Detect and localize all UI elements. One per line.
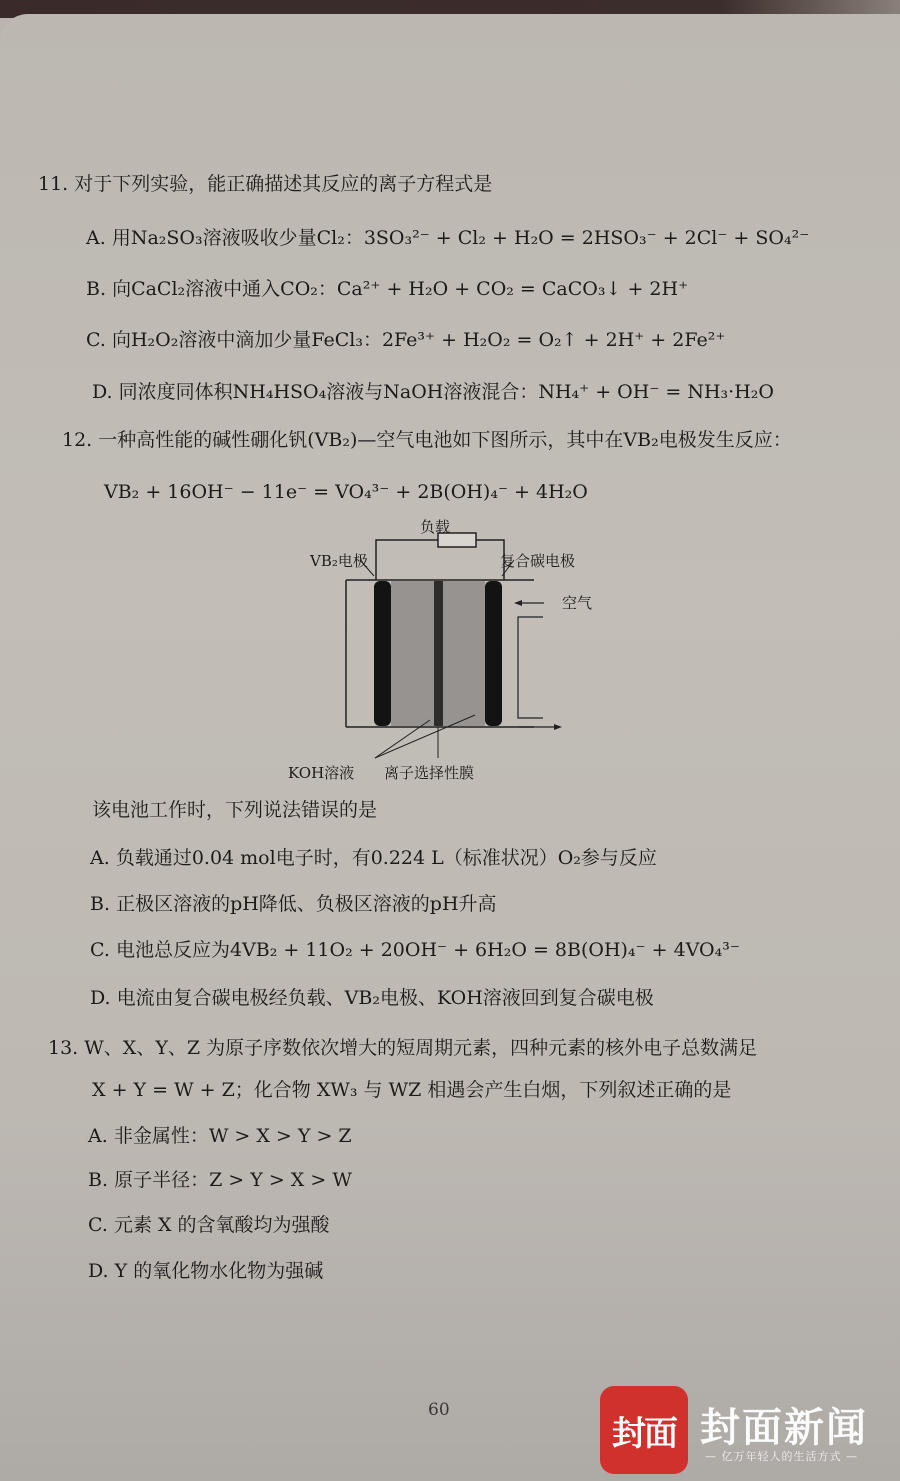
option-text: 原子半径：Z > Y > X > W bbox=[114, 1169, 352, 1191]
option-letter: C. bbox=[90, 939, 110, 961]
option-letter: D. bbox=[90, 987, 111, 1009]
option-text: 同浓度同体积NH₄HSO₄溶液与NaOH溶液混合：NH₄⁺ + OH⁻ = NH₃·H₂O bbox=[118, 381, 774, 403]
question-12-stem bbox=[62, 428, 792, 452]
option-letter: B. bbox=[86, 278, 107, 300]
battery-diagram bbox=[288, 518, 620, 785]
q12-option-c bbox=[90, 938, 740, 962]
q11-option-d bbox=[92, 380, 774, 404]
question-13-stem-line2: X + Y = W + Z；化合物 XW₃ 与 WZ 相遇会产生白烟，下列叙述正确的是 bbox=[92, 1079, 732, 1101]
load-label: 负载 bbox=[420, 518, 451, 536]
option-text: 用Na₂SO₃溶液吸收少量Cl₂：3SO₃²⁻ + Cl₂ + H₂O = 2HSO₃⁻ + 2Cl⁻ + SO₄²⁻ bbox=[111, 227, 810, 249]
option-text: Y 的氧化物水化物为强碱 bbox=[114, 1260, 324, 1282]
q12-prompt: 该电池工作时，下列说法错误的是 bbox=[92, 799, 378, 821]
q11-option-b bbox=[86, 277, 688, 301]
watermark-slogan: — 亿万年轻人的生活方式 — bbox=[705, 1450, 858, 1463]
option-letter: C. bbox=[86, 329, 106, 351]
q12-electrode-equation: VB₂ + 16OH⁻ − 11e⁻ = VO₄³⁻ + 2B(OH)₄⁻ + 4H₂O bbox=[104, 481, 588, 503]
option-letter: A. bbox=[88, 1125, 108, 1147]
option-text: 电流由复合碳电极经负载、VB₂电极、KOH溶液回到复合碳电极 bbox=[116, 987, 654, 1009]
koh-solution-label: KOH溶液 bbox=[288, 764, 355, 782]
option-text: 负载通过0.04 mol电子时，有0.224 L（标准状况）O₂参与反应 bbox=[115, 847, 657, 869]
q11-option-a bbox=[86, 226, 809, 250]
option-text: 电池总反应为4VB₂ + 11O₂ + 20OH⁻ + 6H₂O = 8B(OH)₄⁻ + 4VO₄³⁻ bbox=[115, 939, 740, 961]
logo-icon-text: 封面 bbox=[612, 1413, 676, 1454]
option-letter: D. bbox=[92, 381, 113, 403]
q13-option-c bbox=[88, 1213, 330, 1237]
question-number: 13. bbox=[48, 1037, 79, 1059]
q12-option-b bbox=[90, 892, 497, 916]
cover-news-logo-icon bbox=[600, 1386, 688, 1474]
vb2-electrode-label: VB₂电极 bbox=[310, 552, 368, 570]
option-text: 元素 X 的含氧酸均为强酸 bbox=[113, 1214, 330, 1236]
page-number: 60 bbox=[428, 1400, 450, 1420]
air-label: 空气 bbox=[562, 594, 593, 612]
q11-option-c bbox=[86, 328, 725, 352]
option-letter: D. bbox=[88, 1260, 109, 1282]
question-text: W、X、Y、Z 为原子序数依次增大的短周期元素，四种元素的核外电子总数满足 bbox=[84, 1037, 758, 1059]
question-number: 11. bbox=[38, 173, 69, 195]
option-text: 向H₂O₂溶液中滴加少量FeCl₃：2Fe³⁺ + H₂O₂ = O₂↑ + 2H⁺ + 2Fe²⁺ bbox=[111, 329, 726, 351]
question-13-stem bbox=[48, 1036, 757, 1060]
membrane-label: 离子选择性膜 bbox=[384, 764, 475, 782]
question-11-stem bbox=[38, 172, 492, 196]
q13-option-b bbox=[88, 1168, 352, 1192]
watermark-title: 封面新闻 bbox=[700, 1404, 868, 1451]
question-number: 12. bbox=[62, 429, 93, 451]
q12-option-d bbox=[90, 986, 654, 1010]
option-text: 非金属性：W > X > Y > Z bbox=[113, 1125, 352, 1147]
question-text: 一种高性能的碱性硼化钒(VB₂)—空气电池如下图所示，其中在VB₂电极发生反应： bbox=[98, 429, 792, 451]
option-letter: B. bbox=[90, 893, 111, 915]
option-letter: A. bbox=[86, 227, 106, 249]
question-text: 对于下列实验，能正确描述其反应的离子方程式是 bbox=[74, 173, 493, 195]
carbon-electrode-label: 复合碳电极 bbox=[500, 552, 576, 570]
option-letter: A. bbox=[90, 847, 110, 869]
option-letter: C. bbox=[88, 1214, 108, 1236]
q13-option-a bbox=[88, 1124, 352, 1148]
q13-option-d bbox=[88, 1259, 323, 1283]
option-letter: B. bbox=[88, 1169, 109, 1191]
option-text: 正极区溶液的pH降低、负极区溶液的pH升高 bbox=[116, 893, 497, 915]
option-text: 向CaCl₂溶液中通入CO₂：Ca²⁺ + H₂O + CO₂ = CaCO₃↓ + 2H⁺ bbox=[112, 278, 689, 300]
q12-option-a bbox=[90, 846, 657, 870]
